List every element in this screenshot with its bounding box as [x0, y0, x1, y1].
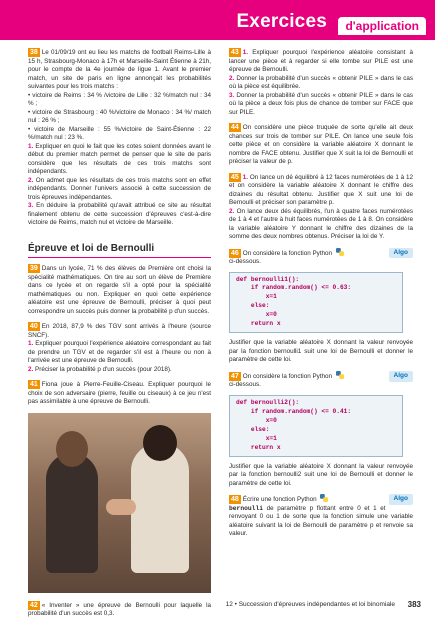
exercise-number: 45 — [231, 173, 239, 181]
exercise-number: 46 — [231, 249, 239, 257]
left-column — [28, 48, 211, 619]
python-logo-icon — [320, 494, 328, 502]
exercise-number: 47 — [231, 372, 239, 380]
exercise-46: Algo 46 On considère la fonction Python ci-dessous. def bernoulli1(): if random.random() <= 0.63: x=1 else: x=0 return x Justifier que la variable aléatoire X donnant la valeur renvoyée par la fonction bernoulli1 suit une loi de Bernoulli et donner le paramètre de cette loi. — [229, 248, 413, 364]
python-logo-icon — [336, 371, 344, 379]
algo-badge: Algo — [389, 494, 413, 505]
exercise-38: 38 Le 01/09/19 ont eu lieu les matchs de football Reims-Lille à 15 h, Strasbourg-Monaco à 17h et Marseille-Saint Étienne à 21h, pour le compte de la 4e journée de ligue 1. Avant le premier match, un site de paris en ligne annonçait les probabilités suivantes pour les trois matchs : • victoire de Reims : 34 % /victoire de Lille : 32 %/match nul : 34 % ; • victoire de Strasbourg : 40 %/victoire de Monaco : 34 %/ match nul : 26 % ; • victoire de Marseille : 55 %/victoire de Saint-Étienne : 22 %/match nul : 23 %. 1. Expliquer en quoi le fait que les cotes soient données avant le début du premier match permet de penser que le site de paris considère que les résultats de ces trois matchs sont indépendants. 2. On admet que les résultats de ces trois matchs sont en effet indépendants. Donner l'univers associé à cette succession de trois épreuves indépendantes. 3. En déduire la probabilité qu'avait attribué ce site au résultat finalement obtenu de cette succession d'épreuves c'est-à-dire victoire de Reims, match nul et victoire de Marseille. — [28, 49, 212, 226]
rock-paper-scissors-photo — [28, 413, 211, 593]
exercise-45: 45 1. On lance un dé équilibré à 12 faces numérotées de 1 à 12 et on considère la variable aléatoire X donnant le chiffre des dizaines du résultat obtenu. Justifier que X suit une loi de Bernoulli et préciser son paramètre p. 2. On lance deux dés équilibrés, l'un à quatre faces numérotées de 1 à 4 et l'autre à huit faces numérotées de 1 à 8. On considère la variable aléatoire Y donnant le chiffre des dizaines de la somme des deux nombres obtenus. Préciser la loi de Y. — [229, 173, 413, 240]
exercise-number: 40 — [30, 323, 38, 330]
exercise-number: 48 — [231, 496, 239, 504]
exercise-41: 41 Fiona joue à Pierre-Feuille-Ciseau. Expliquer pourquoi le choix de son adversaire (pierre, feuille ou ciseaux) à ce jeu n'est pas assimilable à une épreuve de Bernoulli. — [28, 381, 211, 405]
right-column — [229, 48, 413, 545]
chapter-title: 12 • Succession d'épreuves indépendantes et loi binomiale — [225, 601, 395, 608]
exercise-number: 43 — [231, 49, 239, 56]
code-block: def bernoulli1(): if random.random() <= 0.63: x=1 else: x=0 return x — [229, 272, 403, 334]
python-logo-icon — [336, 248, 344, 256]
exercise-number: 38 — [30, 49, 38, 56]
code-block: def bernoulli2(): if random.random() <= 0.41: x=0 else: x=1 return x — [229, 395, 403, 457]
page-header — [0, 0, 435, 40]
exercise-44: 44 On considère une pièce truquée de sorte qu'elle ait deux chances sur trois de tomber sur PILE. On lance une seule fois cette pièce et on considère la variable aléatoire X donnant le nombre de FACE obtenu. Justifier que X suit la loi de Bernoulli et préciser la valeur de p. — [229, 124, 413, 165]
exercise-47: Algo 47 On considère la fonction Python ci-dessous. def bernoulli2(): if random.random() <= 0.41: x=0 else: x=1 return x Justifier que la variable aléatoire X donnant la valeur renvoyée par la fonction bernoulli2 suit une loi de Bernoulli et donner le paramètre de cette loi. — [229, 371, 413, 487]
exercise-48: Algo 48 Écrire une fonction Python bernoulli de paramètre p flottant entre 0 et 1 et renvoyant 0 ou 1 de sorte que la fonction simule une variable aléatoire suivant la loi de Bernoulli de paramètre p et renvoie sa valeur. — [229, 495, 413, 538]
exercise-39: 39 Dans un lycée, 71 % des élèves de Première ont choisi la spécialité mathématiques. On tire au sort un élève de Première dans ce lycée et on regarde s'il a opté pour la spécialité mathématiques ou non. Expliquer en quoi cette expérience aléatoire est une épreuve de Bernoulli, préciser à quoi peut correspondre un succès puis donner la probabilité p d'un succès. — [28, 265, 211, 315]
exercise-42: 42 « Inventer » une épreuve de Bernoulli pour laquelle la probabilité d'un succès est 0,3. — [28, 601, 211, 617]
exercise-number: 42 — [30, 601, 38, 609]
header-badge: d'application — [338, 17, 426, 35]
exercise-number: 44 — [231, 124, 239, 131]
page-footer — [0, 600, 435, 614]
algo-badge: Algo — [389, 248, 413, 259]
exercise-number: 41 — [30, 381, 38, 388]
header-title: Exercices — [236, 11, 327, 32]
exercise-40: 40 En 2018, 87,9 % des TGV sont arrivés à l'heure (source SNCF). 1. Expliquer pourquoi l'expérience aléatoire correspondant au fait de prendre un TGV et de regarder s'il est à l'heure ou non à l'arrivée est une épreuve de Bernoulli. 2. Préciser la probabilité p d'un succès (pour 2018). — [28, 323, 211, 373]
algo-badge: Algo — [389, 371, 413, 382]
section-title: Épreuve et loi de Bernoulli — [28, 242, 211, 259]
exercise-number: 39 — [30, 265, 38, 272]
exercise-43: 43 1. Expliquer pourquoi l'expérience aléatoire consistant à lancer une pièce et à regarder si elle tombe sur PILE est une épreuve de Bernoulli. 2. Donner la probabilité d'un succès « obtenir PILE » dans le cas où la pièce est équilibrée. 3. Donner la probabilité d'un succès « obtenir PILE » dans le cas où la pièce a deux fois plus de chance de tomber sur FACE que sur PILE. — [229, 49, 414, 116]
page-number: 383 — [407, 600, 421, 609]
function-name: bernoulli — [229, 504, 264, 512]
